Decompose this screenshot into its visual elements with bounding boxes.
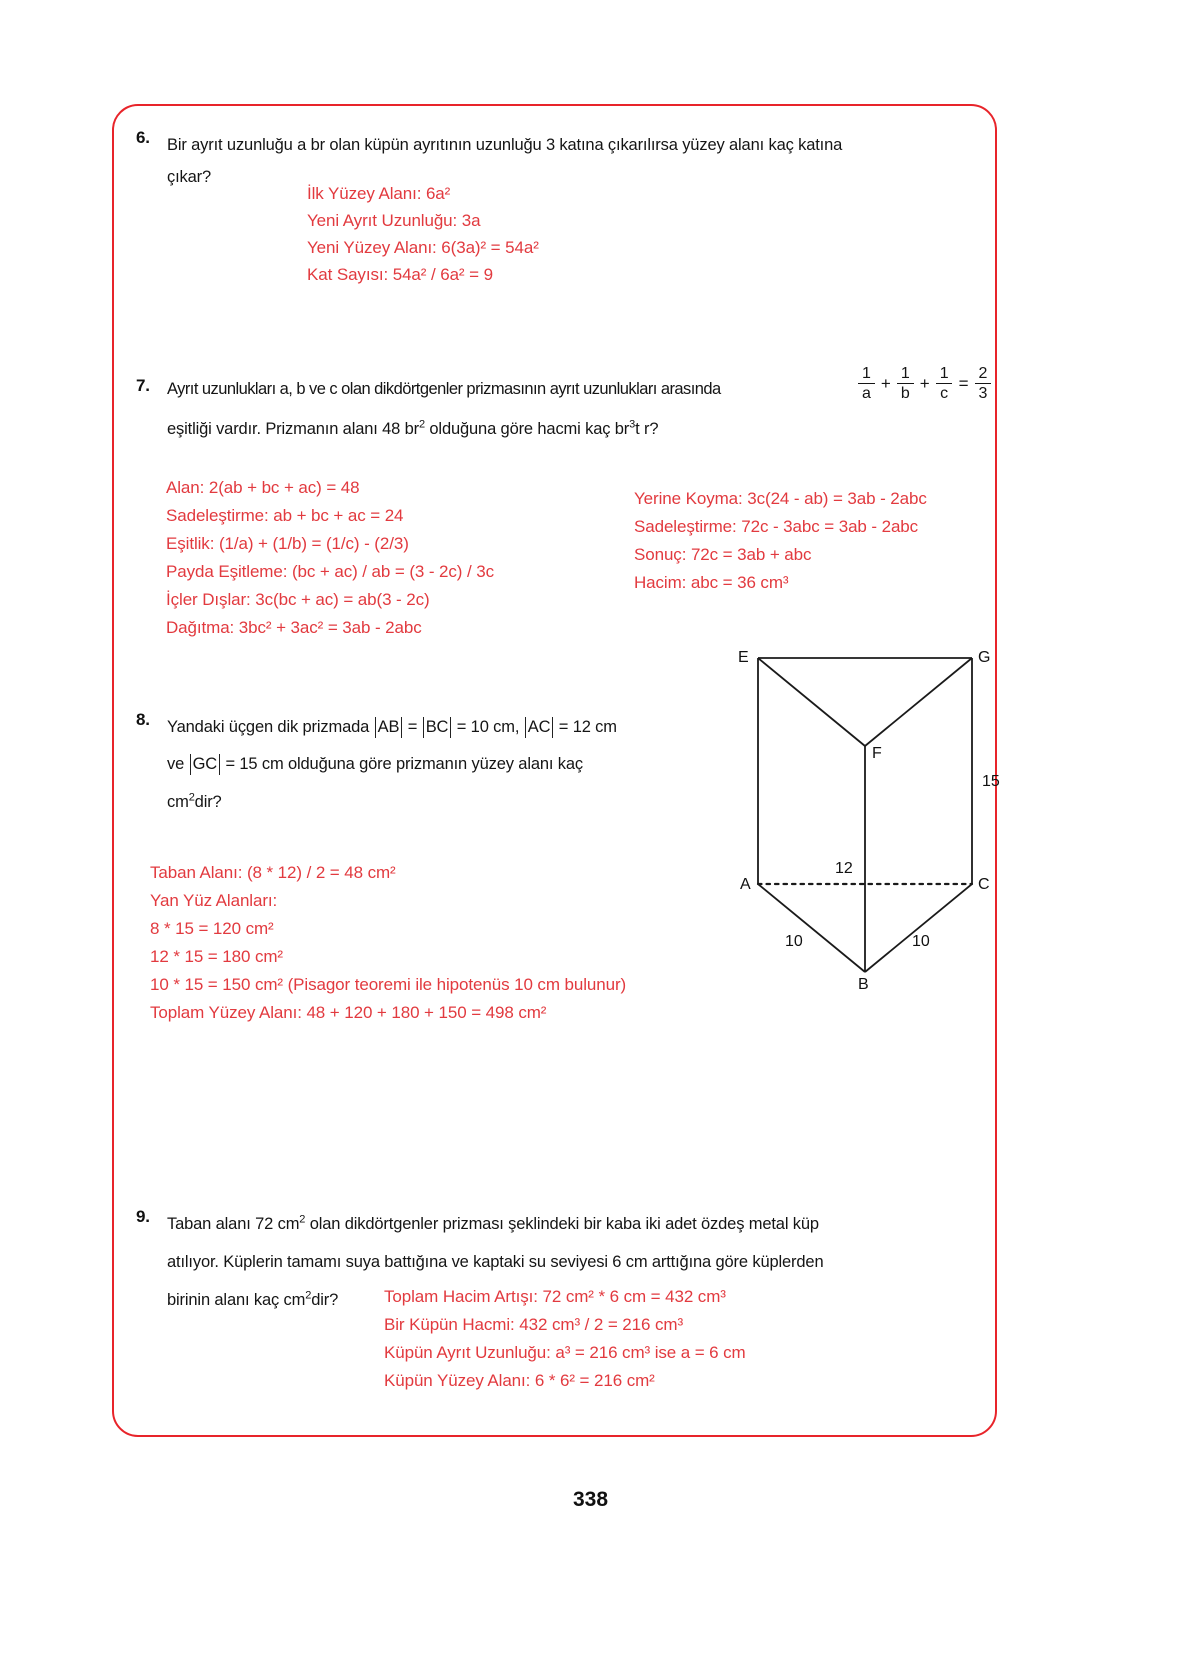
question-8-solution-line-2: Yan Yüz Alanları: [150, 891, 278, 910]
question-9-solution-line-1: Toplam Hacim Artışı: 72 cm² * 6 cm = 432 cm³ [384, 1287, 726, 1306]
question-9-text-l1-a: Taban alanı 72 cm [167, 1215, 300, 1233]
question-6-solution-line-3: Yeni Yüzey Alanı: 6(3a)² = 54a² [307, 238, 539, 257]
vertex-label-C: C [978, 876, 990, 893]
vertex-label-G: G [978, 649, 991, 666]
question-8-text-l2-b: = 15 cm olduğuna göre prizmanın yüzey alanı kaç [221, 755, 583, 773]
question-7-solution-right-line-2: Sadeleştirme: 72c - 3abc = 3ab - 2abc [634, 517, 919, 536]
question-7-sup-2: 2 [419, 418, 425, 431]
fraction-one-over-b: $\frac{1}{b}$ [897, 365, 914, 403]
question-6-solution-line-1: İlk Yüzey Alanı: 6a² [307, 184, 451, 203]
question-9-sup-2b: 2 [305, 1289, 312, 1302]
question-7-text-line-2 [167, 410, 658, 449]
question-9-text-l3-b: dir? [311, 1291, 339, 1309]
question-7-solution-left-line-6: Dağıtma: 3bc² + 3ac² = 3ab - 2abc [166, 618, 422, 637]
abs-value-bc: BC [423, 717, 452, 738]
question-7-text-part-c: t r? [635, 420, 659, 438]
question-9-text-line-3 [167, 1281, 338, 1320]
question-7-solution-left-line-3: Eşitlik: (1/a) + (1/b) = (1/c) - (2/3) [166, 534, 409, 553]
page-number: 338 [572, 1488, 609, 1511]
question-8-text-line-1 [167, 708, 617, 747]
question-7-solution-left-line-4: Payda Eşitleme: (bc + ac) / ab = (3 - 2c) / 3c [166, 562, 494, 581]
triangular-prism-diagram [730, 648, 1000, 1008]
abs-value-gc: GC [190, 754, 220, 775]
question-9-sup-2: 2 [299, 1213, 306, 1226]
equals-operator: = [958, 373, 969, 393]
question-6-text-line-1: Bir ayrıt uzunluğu a br olan küpün ayrıtının uzunluğu 3 katına çıkarılırsa yüzey alanı kaç katına [167, 136, 843, 154]
question-8-text-part-a: Yandaki üçgen dik prizmada [167, 718, 374, 736]
edge-length-10-right: 10 [912, 933, 930, 950]
question-9-solution-line-4: Küpün Yüzey Alanı: 6 * 6² = 216 cm² [384, 1371, 655, 1390]
question-7-solution-right-line-1: Yerine Koyma: 3c(24 - ab) = 3ab - 2abc [634, 489, 927, 508]
abs-value-ac: AC [525, 717, 554, 738]
question-6-solution-line-2: Yeni Ayrıt Uzunluğu: 3a [307, 211, 481, 230]
question-7-number: 7. [136, 376, 150, 395]
question-8-text-part-b: = [403, 718, 422, 736]
question-8-solution-line-1: Taban Alanı: (8 * 12) / 2 = 48 cm² [150, 863, 396, 882]
prism-svg [730, 648, 1000, 1008]
question-9-solution-line-3: Küpün Ayrıt Uzunluğu: a³ = 216 cm³ ise a = 6 cm [384, 1343, 746, 1362]
fraction-one-over-c: $\frac{1}{c}$ [936, 365, 953, 403]
question-8-text-line-2 [167, 745, 583, 784]
question-9-text-line-1 [167, 1205, 819, 1244]
plus-operator-1: + [880, 373, 891, 393]
question-6-number: 6. [136, 128, 150, 147]
question-9-text-l3-a: birinin alanı kaç cm [167, 1291, 306, 1309]
question-7-equation [855, 365, 994, 403]
question-6-text-line-2: çıkar? [167, 168, 212, 186]
question-7-solution-left-line-5: İçler Dışlar: 3c(bc + ac) = ab(3 - 2c) [166, 590, 430, 609]
question-8-number: 8. [136, 710, 150, 729]
abs-value-ab: AB [375, 717, 403, 738]
question-7-solution-left-line-1: Alan: 2(ab + bc + ac) = 48 [166, 478, 360, 497]
question-9-text-l1-b: olan dikdörtgenler prizması şeklindeki bir kaba iki adet özdeş metal küp [305, 1215, 819, 1233]
fraction-one-over-a: $\frac{1}{a}$ [858, 365, 875, 403]
question-8-text-l3-a: cm [167, 793, 189, 811]
question-7-sup-3: 3 [629, 418, 636, 431]
vertex-label-B: B [858, 976, 869, 993]
question-8-sup-2: 2 [188, 791, 195, 804]
question-8-solution-line-3: 8 * 15 = 120 cm² [150, 919, 274, 938]
question-9-text-line-2: atılıyor. Küplerin tamamı suya battığına ve kaptaki su seviyesi 6 cm arttığına göre küplerden [167, 1253, 824, 1271]
question-6-solution-line-4: Kat Sayısı: 54a² / 6a² = 9 [307, 265, 493, 284]
question-7-text-line-1: Ayrıt uzunlukları a, b ve c olan dikdörtgenler prizmasının ayrıt uzunlukları arasında [167, 380, 721, 398]
question-8-solution-line-6: Toplam Yüzey Alanı: 48 + 120 + 180 + 150 = 498 cm² [150, 1003, 547, 1022]
question-9-number: 9. [136, 1207, 150, 1226]
edge-length-15: 15 [982, 773, 1000, 790]
question-8-text-part-c: = 10 cm, [452, 718, 524, 736]
question-7-text-part-b: olduğuna göre hacmi kaç br [424, 420, 630, 438]
question-7-text-part-a: eşitliği vardır. Prizmanın alanı 48 br [167, 420, 419, 438]
question-8-text-l3-b: dir? [194, 793, 222, 811]
edge-length-12: 12 [835, 860, 853, 877]
question-7-solution-left-line-2: Sadeleştirme: ab + bc + ac = 24 [166, 506, 404, 525]
plus-operator-2: + [919, 373, 930, 393]
question-7-solution-right-line-4: Hacim: abc = 36 cm³ [634, 573, 789, 592]
vertex-label-A: A [740, 876, 751, 893]
question-8-text-part-d: = 12 cm [554, 718, 617, 736]
question-7-solution-right-line-3: Sonuç: 72c = 3ab + abc [634, 545, 812, 564]
vertex-label-F: F [872, 745, 882, 762]
question-8-solution-line-5: 10 * 15 = 150 cm² (Pisagor teoremi ile hipotenüs 10 cm bulunur) [150, 975, 627, 994]
fraction-two-thirds: $\frac{2}{3}$ [975, 365, 992, 403]
question-8-text-line-3 [167, 783, 222, 822]
question-9-solution-line-2: Bir Küpün Hacmi: 432 cm³ / 2 = 216 cm³ [384, 1315, 684, 1334]
vertex-label-E: E [738, 649, 749, 666]
question-8-text-l2-a: ve [167, 755, 189, 773]
edge-length-10-left: 10 [785, 933, 803, 950]
question-8-solution-line-4: 12 * 15 = 180 cm² [150, 947, 283, 966]
